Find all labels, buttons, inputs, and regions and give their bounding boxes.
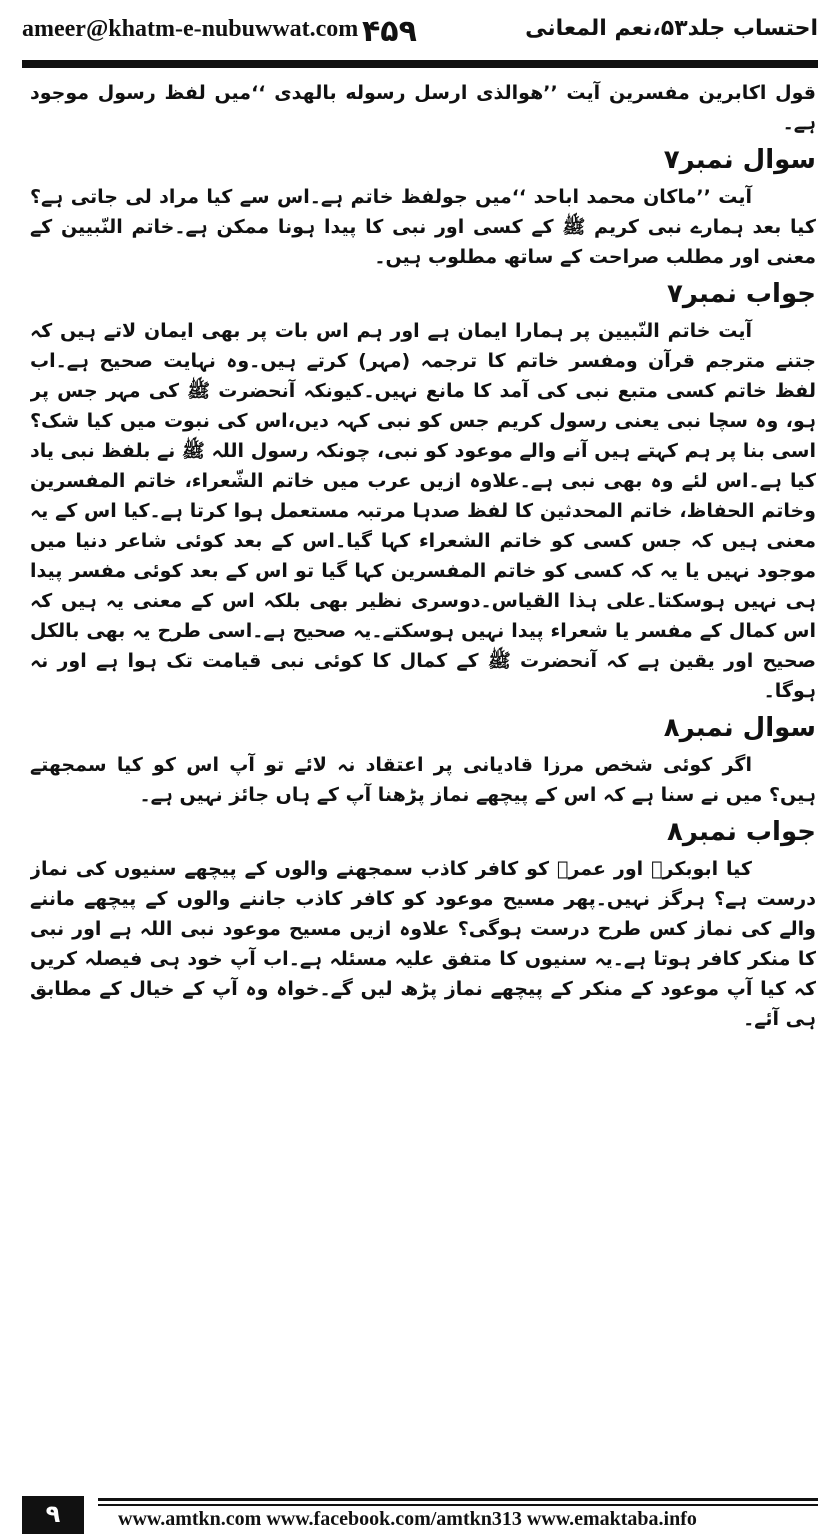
footer-links: www.amtkn.com www.facebook.com/amtkn313 www.emaktaba.info [118,1508,697,1530]
page-body [30,78,816,1468]
page-header [22,12,818,52]
header-rule [22,60,818,68]
header-email: ameer@khatm-e-nubuwwat.com [22,16,359,42]
body-paragraph: آیت خاتم النّبیین پر ہمارا ایمان ہے اور ہم اس بات پر بھی ایمان لاتے ہیں کہ جتنے مترجم قرآن ومفسر خاتم کا ترجمہ (مہر) کرتے ہیں۔وہ نہایت صحیح ہے۔اب لفظ خاتم کسی متبع نبی کی آمد کا مانع نہیں۔کیونکہ آنحضرت ﷺ کی مہر جس پر ہو، وہ سچا نبی یعنی رسول کریم جس کو نبی کہہ دیں،اس کی نبوت میں کیا شک؟ اسی بنا پر ہم کہتے ہیں آنے والے موعود کو نبی، چونکہ رسول اللہ ﷺ نے بلفظ نبی یاد کیا ہے۔اس لئے وہ بھی نبی ہے۔علاوہ ازیں عرب میں خاتم الشّعراء، خاتم المفسرین وخاتم الحفاظ، خاتم المحدثین کا لفظ صدہا مرتبہ مستعمل ہوا کرتا ہے۔کیا اس کے یہ معنی ہیں کہ جس کسی کو خاتم الشعراء کہا گیا۔اس کے بعد کوئی شاعر دنیا میں موجود نہیں یا یہ کہ کسی کو خاتم المفسرین کہا گیا تو اس کے بعد کوئی مفسر پیدا ہی نہیں ہوسکتا۔علی ہذا القیاس۔دوسری نظیر بھی بلکہ اس کے معنی یہ ہیں کہ اس کمال کے مفسر یا شعراء پیدا نہیں ہوسکتے۔یہ صحیح ہے۔اسی طرح یہ بھی بالکل صحیح اور یقین ہے کہ آنحضرت ﷺ کے کمال کا کوئی نبی قیامت تک ہوا ہے اور نہ ہوگا۔ [30,320,816,702]
body-paragraph: اگر کوئی شخص مرزا قادیانی پر اعتقاد نہ لائے تو آپ اس کو کیا سمجھتے ہیں؟ میں نے سنا ہے کہ اس کے پیچھے نماز پڑھنا آپ کے ہاں جائز نہیں ہے۔ [30,754,816,806]
footer-number-box: ۹ [22,1496,84,1534]
running-title: احتساب جلد۵۳،نعم المعانی [525,16,818,41]
body-paragraph: آیت ’’ماکان محمد اباحد ‘‘میں جولفظ خاتم ہے۔اس سے کیا مراد لی جاتی ہے؟ کیا بعد ہمارے نبی کریم ﷺ کے کسی اور نبی کا پیدا ہونا ممکن ہے۔خاتم النّبیین کے معنی اور مطلب صراحت کے ساتھ مطلوب ہیں۔ [30,186,816,268]
footer-rule [98,1498,818,1501]
section-heading: جواب نمبر۷ [667,279,816,309]
body-paragraph: قول اکابرین مفسرین آیت ’’ھوالذی ارسل رسوله بالھدی ‘‘میں لفظ رسول موجود ہے۔ [30,82,816,134]
footer-rule [98,1504,818,1506]
section-heading: سوال نمبر۸ [663,713,816,743]
body-paragraph: کیا ابوبکرؓ اور عمرؓ کو کافر کاذب سمجھنے والوں کے پیچھے سنیوں کی نماز درست ہے؟ ہرگز نہیں۔پھر مسیح موعود کو کافر کاذب جاننے والوں کے پیچھے ماننے والے کی نماز کس طرح درست ہوگی؟ علاوہ ازیں مسیح موعود نبی اللہ ہے اور نبی کا منکر کافر ہوتا ہے۔یہ سنیوں کا متفق علیہ مسئلہ ہے۔اب آپ خود ہی فیصلہ کریں کہ کیا آپ موعود کے منکر کے پیچھے نماز پڑھ لیں گے۔خواہ وہ آپ کے خیال کے مطابق ہی آئے۔ [30,858,816,1030]
page-number: ۴۵۹ [362,14,417,49]
section-heading: جواب نمبر۸ [667,817,816,847]
section-heading: سوال نمبر۷ [663,145,816,175]
page-footer [22,1496,818,1534]
